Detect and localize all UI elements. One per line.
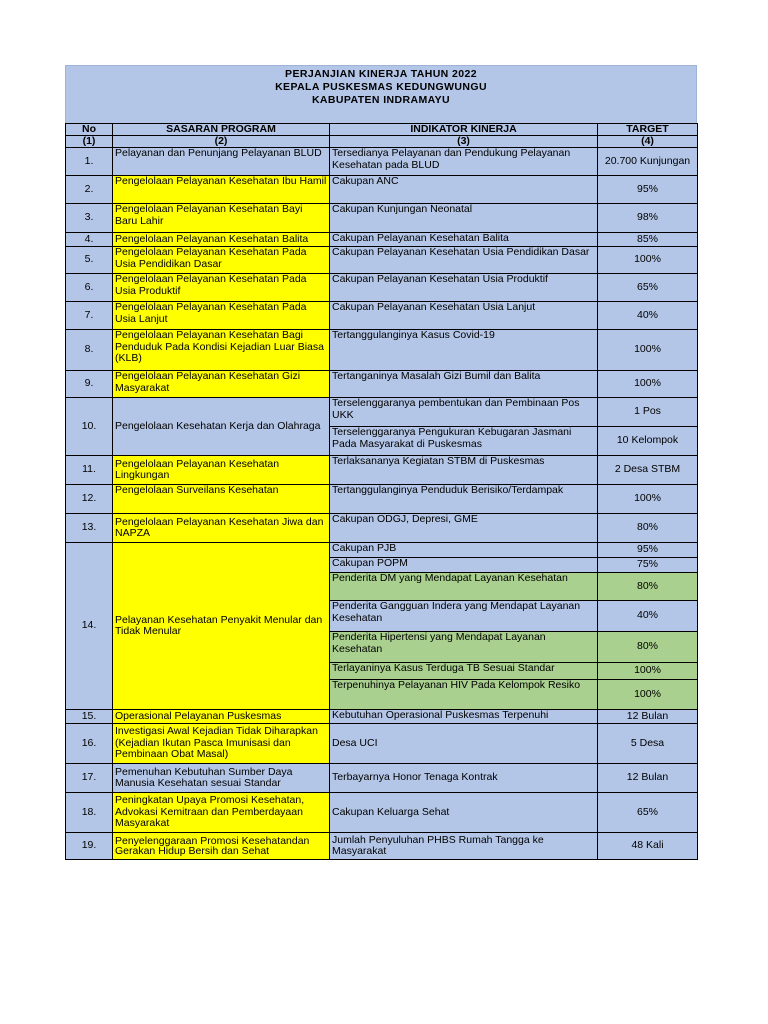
row-no: 13.	[66, 514, 113, 543]
row-sasaran: Pengelolaan Pelayanan Kesehatan Bagi Penduduk Pada Kondisi Kejadian Luar Biasa (KLB)	[113, 330, 330, 371]
row-indikator: Cakupan Pelayanan Kesehatan Usia Lanjut	[330, 302, 598, 330]
row-indikator: Terbayarnya Honor Tenaga Kontrak	[330, 764, 598, 793]
row-target: 80%	[598, 514, 698, 543]
table-header-number-row	[66, 136, 698, 148]
row-indikator: Penderita Gangguan Indera yang Mendapat Layanan Kesehatan	[330, 601, 598, 632]
row-indikator: Tersedianya Pelayanan dan Pendukung Pelayanan Kesehatan pada BLUD	[330, 148, 598, 176]
row-indikator: Cakupan Keluarga Sehat	[330, 793, 598, 833]
row-target: 48 Kali	[598, 833, 698, 860]
row-indikator: Penderita DM yang Mendapat Layanan Kesehatan	[330, 573, 598, 601]
row-target: 40%	[598, 601, 698, 632]
row-indikator: Terlaksananya Kegiatan STBM di Puskesmas	[330, 456, 598, 485]
row-indikator: Terlayaninya Kasus Terduga TB Sesuai Standar	[330, 663, 598, 680]
row-indikator: Jumlah Penyuluhan PHBS Rumah Tangga ke Masyarakat	[330, 833, 598, 860]
title-line-2: KEPALA PUSKESMAS KEDUNGWUNGU	[275, 81, 487, 93]
row-sasaran: Investigasi Awal Kejadian Tidak Diharapkan (Kejadian Ikutan Pasca Imunisasi dan Pembinaan Obat Masal)	[113, 724, 330, 764]
row-sasaran: Pengelolaan Pelayanan Kesehatan Bayi Baru Lahir	[113, 204, 330, 233]
row-no: 5.	[66, 247, 113, 274]
row-target: 1 Pos	[598, 398, 698, 427]
table-row	[66, 724, 698, 764]
row-indikator: Cakupan ODGJ, Depresi, GME	[330, 514, 598, 543]
table-row	[66, 233, 698, 247]
table-row	[66, 833, 698, 860]
row-no: 8.	[66, 330, 113, 371]
row-sasaran: Pengelolaan Kesehatan Kerja dan Olahraga	[113, 398, 330, 456]
row-target: 40%	[598, 302, 698, 330]
row-indikator: Cakupan Kunjungan Neonatal	[330, 204, 598, 233]
row-indikator: Tertanggulanginya Penduduk Berisiko/Terdampak	[330, 485, 598, 514]
table-row	[66, 456, 698, 485]
row-target: 80%	[598, 632, 698, 663]
row-sasaran: Pengelolaan Pelayanan Kesehatan Pada Usia Pendidikan Dasar	[113, 247, 330, 274]
row-no: 1.	[66, 148, 113, 176]
table-row	[66, 543, 698, 558]
row-indikator: Cakupan Pelayanan Kesehatan Balita	[330, 233, 598, 247]
row-sasaran: Pelayanan dan Penunjang Pelayanan BLUD	[113, 148, 330, 176]
header-sasaran-num: (2)	[113, 136, 330, 148]
row-target: 12 Bulan	[598, 764, 698, 793]
row-sasaran: Pengelolaan Pelayanan Kesehatan Balita	[113, 233, 330, 247]
header-target: TARGET	[598, 124, 698, 136]
title-block	[65, 65, 697, 123]
row-indikator: Terpenuhinya Pelayanan HIV Pada Kelompok Resiko	[330, 680, 598, 710]
row-target: 98%	[598, 204, 698, 233]
row-sasaran: Pengelolaan Pelayanan Kesehatan Pada Usia Produktif	[113, 274, 330, 302]
row-indikator: Cakupan POPM	[330, 558, 598, 573]
table-row	[66, 764, 698, 793]
row-indikator: Cakupan ANC	[330, 176, 598, 204]
row-target: 95%	[598, 176, 698, 204]
row-no: 4.	[66, 233, 113, 247]
row-sasaran: Pengelolaan Pelayanan Kesehatan Ibu Hamil	[113, 176, 330, 204]
table-row	[66, 710, 698, 724]
row-sasaran: Pemenuhan Kebutuhan Sumber Daya Manusia Kesehatan sesuai Standar	[113, 764, 330, 793]
table-row	[66, 302, 698, 330]
row-no: 16.	[66, 724, 113, 764]
row-no: 17.	[66, 764, 113, 793]
table-row	[66, 176, 698, 204]
table-row	[66, 514, 698, 543]
row-no: 11.	[66, 456, 113, 485]
table-row	[66, 274, 698, 302]
row-indikator: Terselenggaranya Pengukuran Kebugaran Jasmani Pada Masyarakat di Puskesmas	[330, 427, 598, 456]
header-no-num: (1)	[66, 136, 113, 148]
header-sasaran: SASARAN PROGRAM	[113, 124, 330, 136]
row-indikator: Cakupan Pelayanan Kesehatan Usia Produktif	[330, 274, 598, 302]
row-no: 9.	[66, 371, 113, 398]
row-target: 100%	[598, 330, 698, 371]
row-indikator: Kebutuhan Operasional Puskesmas Terpenuhi	[330, 710, 598, 724]
table-row	[66, 371, 698, 398]
header-indikator-num: (3)	[330, 136, 598, 148]
row-sasaran: Operasional Pelayanan Puskesmas	[113, 710, 330, 724]
row-no: 10.	[66, 398, 113, 456]
row-sasaran: Pengelolaan Pelayanan Kesehatan Lingkungan	[113, 456, 330, 485]
table-row	[66, 204, 698, 233]
table-row	[66, 247, 698, 274]
table-header-row	[66, 124, 698, 136]
row-target: 85%	[598, 233, 698, 247]
header-no: No	[66, 124, 113, 136]
row-indikator: Penderita Hipertensi yang Mendapat Layanan Kesehatan	[330, 632, 598, 663]
row-indikator: Tertanganinya Masalah Gizi Bumil dan Balita	[330, 371, 598, 398]
row-no: 19.	[66, 833, 113, 860]
table-row	[66, 485, 698, 514]
table-row	[66, 148, 698, 176]
row-no: 2.	[66, 176, 113, 204]
row-no: 7.	[66, 302, 113, 330]
row-target: 100%	[598, 485, 698, 514]
row-no: 3.	[66, 204, 113, 233]
row-target: 100%	[598, 247, 698, 274]
row-target: 5 Desa	[598, 724, 698, 764]
row-indikator: Tertanggulanginya Kasus Covid-19	[330, 330, 598, 371]
row-sasaran: Peningkatan Upaya Promosi Kesehatan, Advokasi Kemitraan dan Pemberdayaan Masyarakat	[113, 793, 330, 833]
row-target: 100%	[598, 371, 698, 398]
row-target: 65%	[598, 793, 698, 833]
table-row	[66, 398, 698, 427]
row-target: 12 Bulan	[598, 710, 698, 724]
row-sasaran: Penyelenggaraan Promosi Kesehatandan Gerakan Hidup Bersih dan Sehat	[113, 833, 330, 860]
header-indikator: INDIKATOR KINERJA	[330, 124, 598, 136]
performance-table	[65, 123, 698, 860]
table-row	[66, 330, 698, 371]
title-line-3: KABUPATEN INDRAMAYU	[311, 94, 451, 106]
row-no: 18.	[66, 793, 113, 833]
row-sasaran: Pengelolaan Pelayanan Kesehatan Pada Usia Lanjut	[113, 302, 330, 330]
row-indikator: Terselenggaranya pembentukan dan Pembinaan Pos UKK	[330, 398, 598, 427]
row-target: 100%	[598, 680, 698, 710]
row-target: 2 Desa STBM	[598, 456, 698, 485]
row-target: 75%	[598, 558, 698, 573]
document-sheet	[65, 65, 697, 860]
row-no: 15.	[66, 710, 113, 724]
row-sasaran: Pengelolaan Surveilans Kesehatan	[113, 485, 330, 514]
title-line-1: PERJANJIAN KINERJA TAHUN 2022	[285, 68, 477, 80]
table-row	[66, 793, 698, 833]
row-target: 95%	[598, 543, 698, 558]
row-target: 65%	[598, 274, 698, 302]
row-no: 14.	[66, 543, 113, 710]
row-sasaran: Pelayanan Kesehatan Penyakit Menular dan Tidak Menular	[113, 543, 330, 710]
row-target: 10 Kelompok	[598, 427, 698, 456]
row-sasaran: Pengelolaan Pelayanan Kesehatan Gizi Masyarakat	[113, 371, 330, 398]
row-target: 80%	[598, 573, 698, 601]
row-target: 100%	[598, 663, 698, 680]
row-sasaran: Pengelolaan Pelayanan Kesehatan Jiwa dan NAPZA	[113, 514, 330, 543]
row-indikator: Cakupan PJB	[330, 543, 598, 558]
row-indikator: Desa UCI	[330, 724, 598, 764]
row-target: 20.700 Kunjungan	[598, 148, 698, 176]
row-indikator: Cakupan Pelayanan Kesehatan Usia Pendidikan Dasar	[330, 247, 598, 274]
header-target-num: (4)	[598, 136, 698, 148]
row-no: 6.	[66, 274, 113, 302]
row-no: 12.	[66, 485, 113, 514]
